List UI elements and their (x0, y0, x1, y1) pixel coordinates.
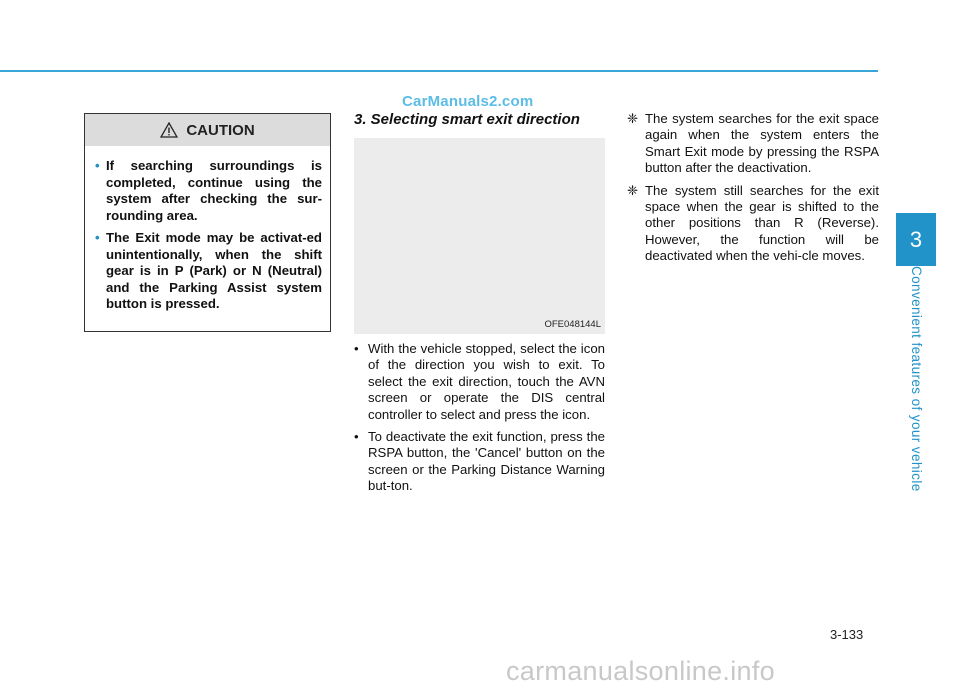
note-item (627, 111, 879, 177)
instruction-item (354, 341, 605, 423)
caution-title: CAUTION (186, 121, 255, 139)
note-text: The system searches for the exit space again when the system enters the Smart Exit mode by pressing the RSPA button after the deactivation. (645, 111, 879, 176)
warning-triangle-icon (160, 122, 178, 138)
instruction-text: To deactivate the exit function, press the RSPA button, the 'Cancel' button on the screen or the Parking Distance Warning but-ton. (368, 429, 605, 494)
note-text: The system still searches for the exit space when the gear is shifted to the other positions than R (Reverse). However, the function will be deactivated when the vehi-cle moves. (645, 182, 879, 264)
chapter-tab (896, 213, 936, 266)
bullet-icon: • (95, 230, 100, 245)
figure-image (354, 138, 605, 334)
bullet-icon: • (95, 158, 100, 173)
bullet-icon: • (354, 341, 359, 356)
bullet-icon: • (354, 429, 359, 445)
caution-list (85, 146, 330, 313)
instruction-text: With the vehicle stopped, select the icon of the direction you wish to exit. To select the exit direction, touch the AVN screen or operate the DIS central controller to select and press the icon. (368, 341, 605, 422)
caution-header (85, 114, 330, 146)
instruction-list (354, 341, 605, 501)
watermark-top: CarManuals2.com (402, 93, 534, 110)
caution-box (84, 113, 331, 332)
caution-item (95, 230, 322, 313)
chapter-number: 3 (909, 227, 923, 252)
instruction-item (354, 429, 605, 495)
note-item (627, 183, 879, 265)
watermark-bottom: carmanualsonline.info (506, 656, 775, 686)
note-mark-icon: ❈ (627, 111, 639, 126)
caution-item-text: The Exit mode may be activat-ed unintentionally, when the shift gear is in P (Park) or N (Neutral) and the Parking Assist system button is pressed. (106, 230, 322, 311)
page-number: 3-133 (830, 627, 864, 642)
note-mark-icon: ❈ (627, 182, 639, 198)
note-list (627, 111, 879, 271)
chapter-label: Convenient features of your vehicle (909, 266, 924, 492)
figure-code: OFE048144L (544, 319, 601, 330)
section-title: 3. Selecting smart exit direction (354, 111, 580, 128)
header-rule (0, 70, 878, 72)
caution-item (95, 158, 322, 224)
caution-item-text: If searching surroundings is completed, continue using the system after checking the sur-rounding area. (106, 158, 322, 223)
